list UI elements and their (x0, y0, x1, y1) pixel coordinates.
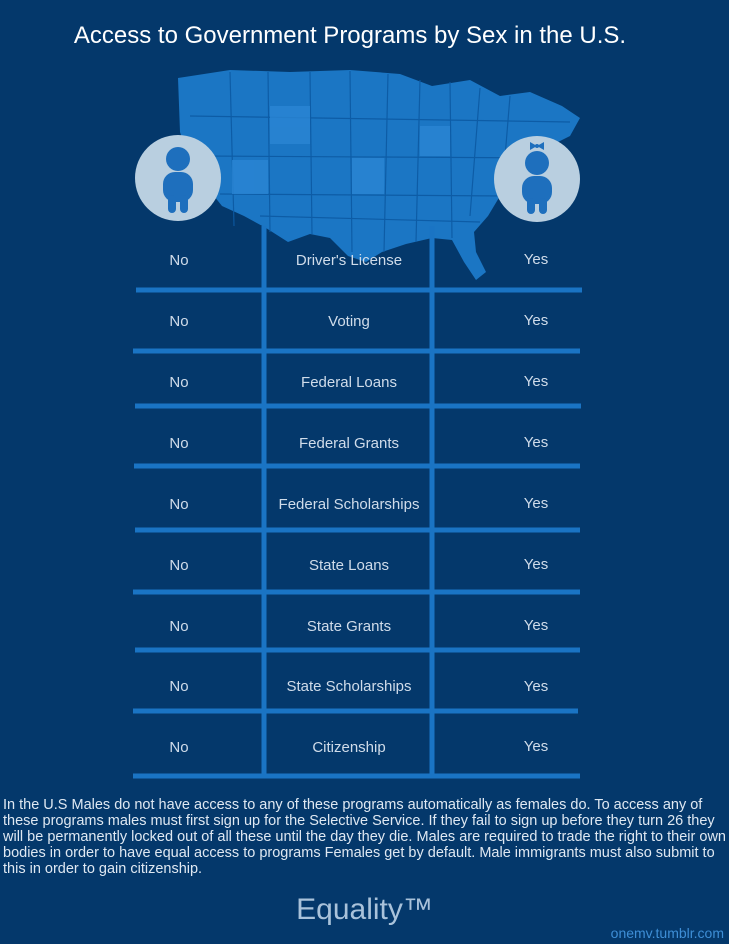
female-cell: Yes (523, 434, 549, 451)
program-cell: Voting (328, 313, 370, 330)
program-cell: Federal Scholarships (278, 496, 420, 513)
female-cell: Yes (523, 678, 549, 695)
program-cell: Federal Grants (298, 435, 400, 452)
male-cell: No (169, 313, 189, 330)
male-cell: No (169, 739, 189, 756)
program-cell: State Scholarships (286, 678, 412, 695)
female-cell: Yes (523, 617, 549, 634)
female-cell: Yes (523, 251, 549, 268)
credit-link[interactable]: onemv.tumblr.com (610, 925, 724, 941)
female-cell: Yes (523, 495, 549, 512)
male-cell: No (169, 678, 189, 695)
page-title: Access to Government Programs by Sex in the U.S. (73, 22, 627, 49)
female-cell: Yes (523, 738, 549, 755)
male-cell: No (169, 374, 189, 391)
male-cell: No (169, 435, 189, 452)
footnote-text: In the U.S Males do not have access to any of these programs automatically as females do. To access any of these programs males must first sign up for the Selective Service. If they fail to sign up before they turn 26 they will be permanently locked out of all these until the day they die. Males are required to trade the right to their own bodies in order to have equal access to programs Females get by default. Male immigrants must also submit to this in order to gain citizenship. (3, 797, 726, 877)
female-cell: Yes (523, 556, 549, 573)
male-cell: No (169, 252, 189, 269)
tagline: Equality™ (296, 893, 433, 926)
program-cell: Driver's License (295, 252, 403, 269)
female-cell: Yes (523, 312, 549, 329)
program-cell: State Grants (306, 618, 392, 635)
female-cell: Yes (523, 373, 549, 390)
program-cell: Federal Loans (301, 374, 397, 391)
male-cell: No (169, 557, 189, 574)
male-cell: No (169, 618, 189, 635)
male-cell: No (169, 496, 189, 513)
program-cell: Citizenship (312, 739, 386, 756)
program-cell: State Loans (308, 557, 390, 574)
